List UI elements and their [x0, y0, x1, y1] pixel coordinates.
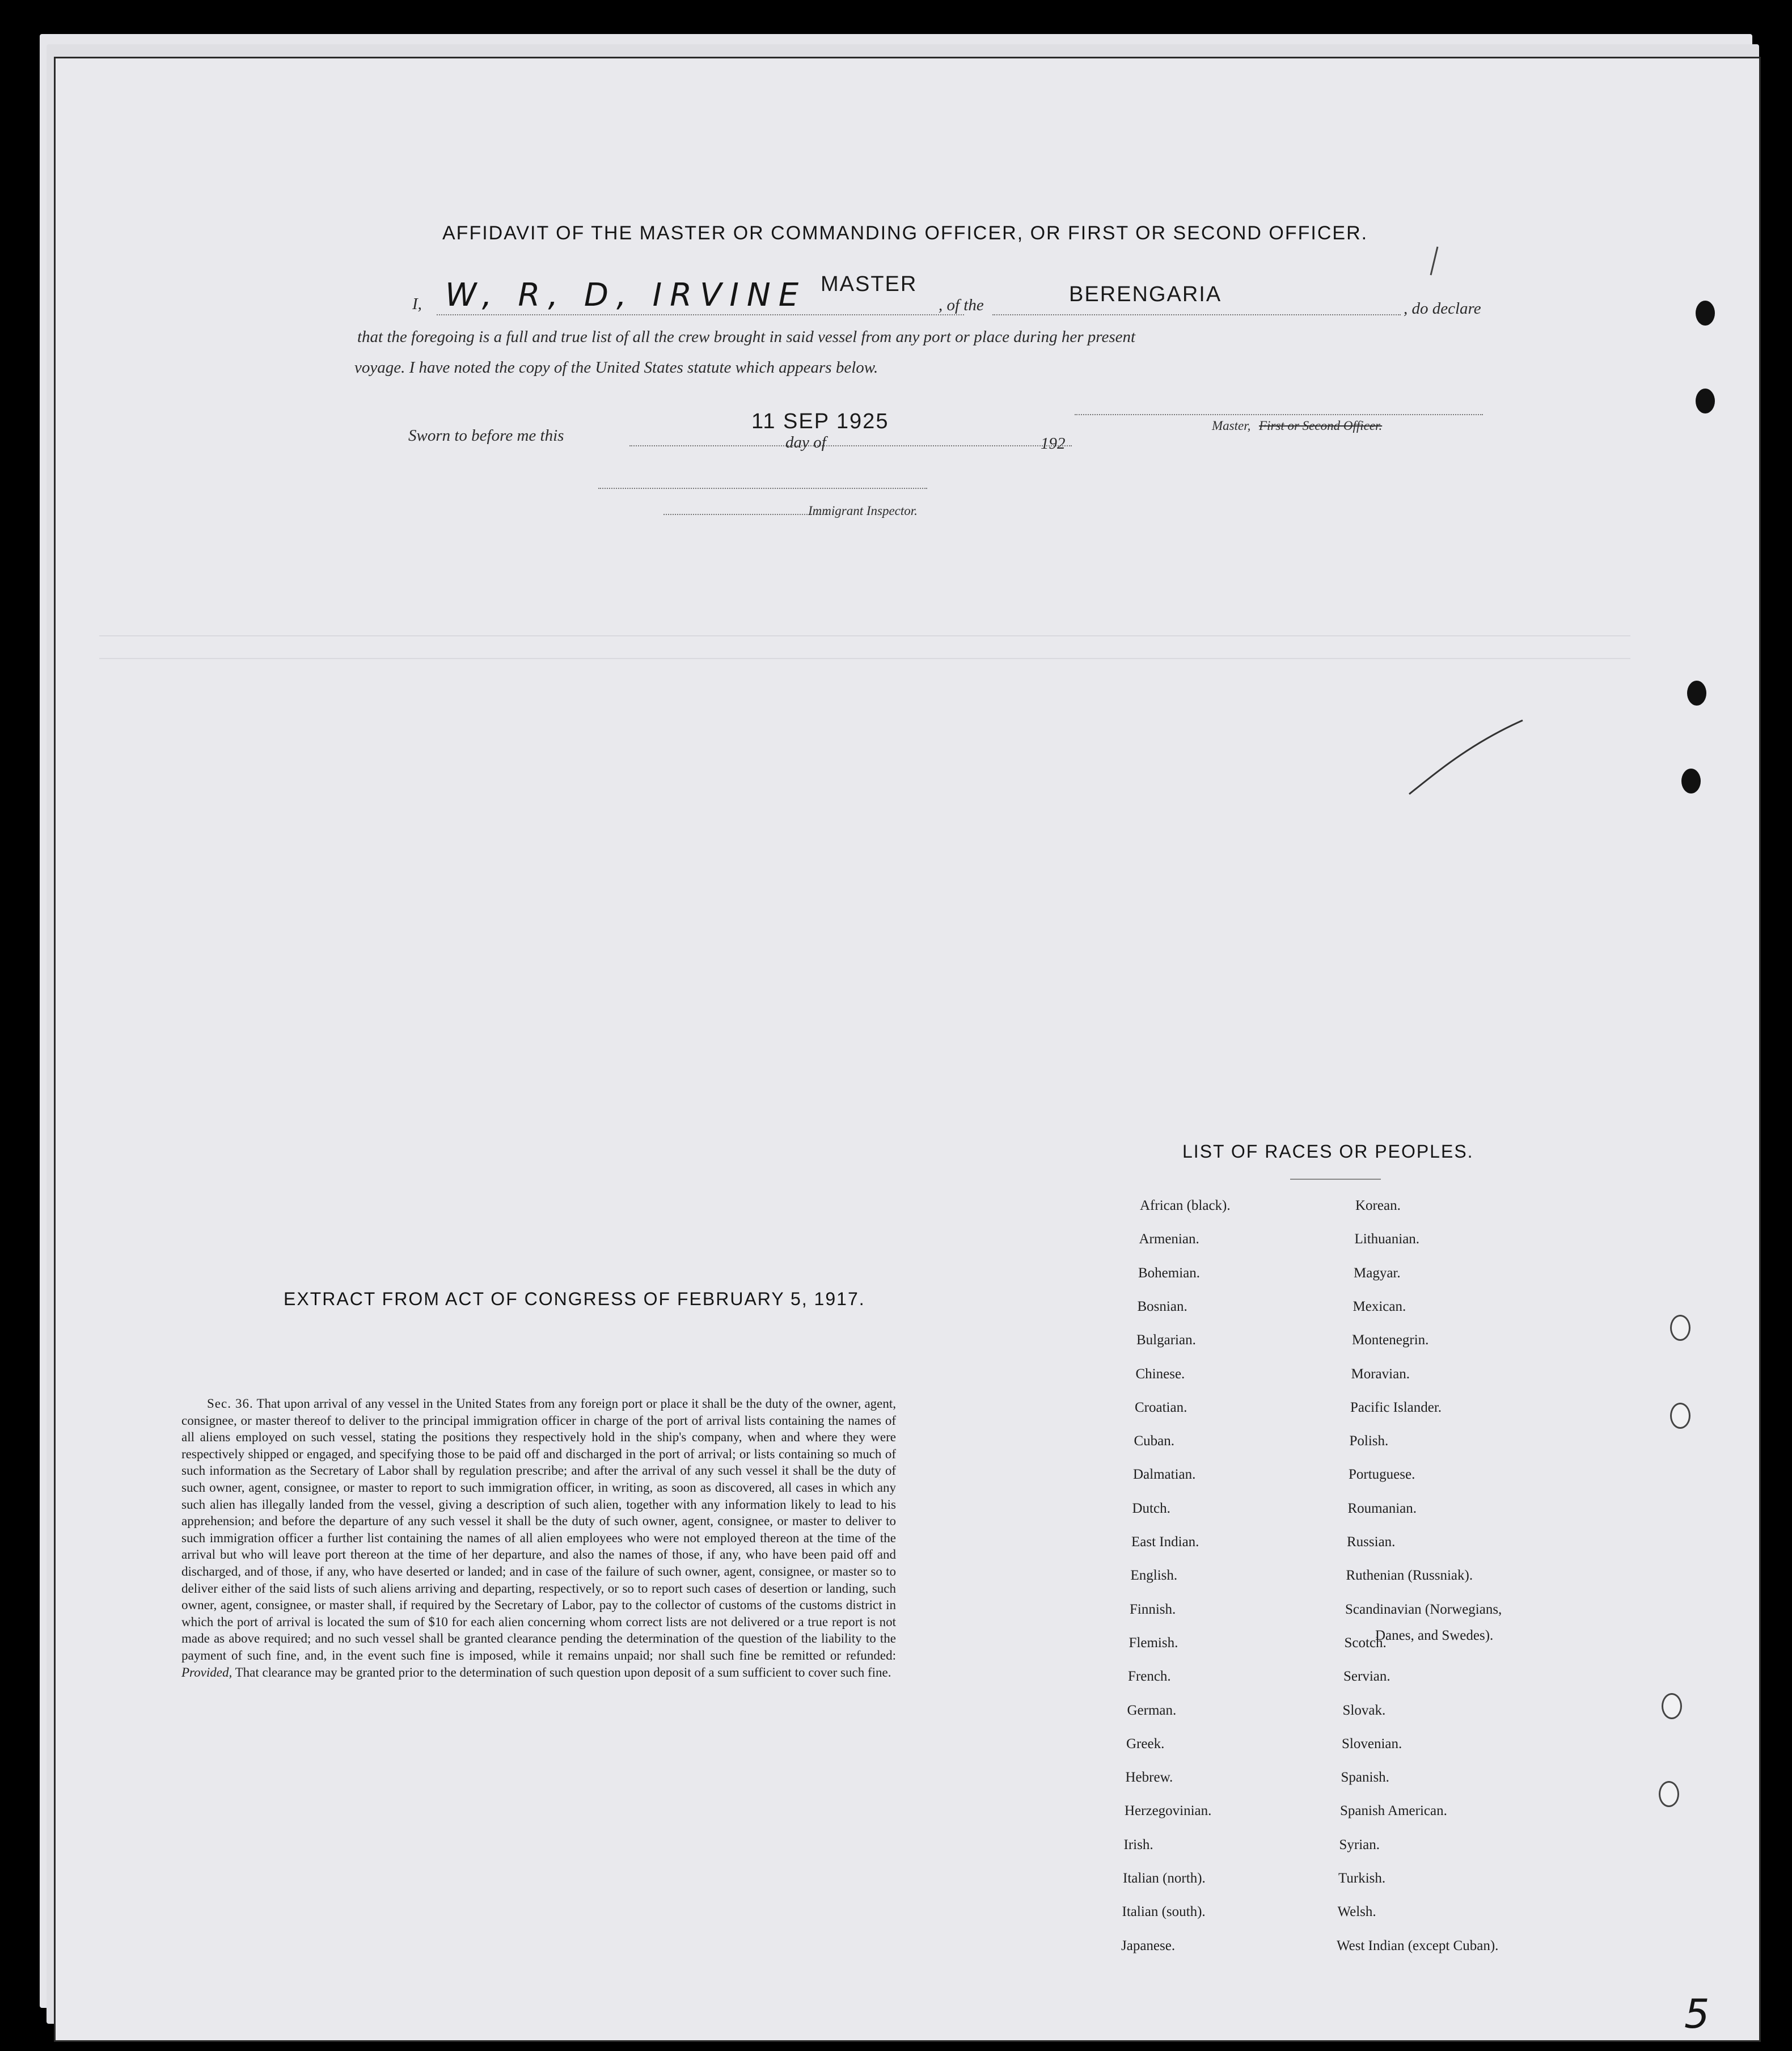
race-item: Turkish. — [1338, 1871, 1386, 1886]
race-item: Servian. — [1343, 1669, 1391, 1685]
pen-stroke-mark — [1404, 709, 1528, 800]
race-item: Lithuanian. — [1354, 1231, 1420, 1247]
signature-label-master: Master, — [1212, 419, 1251, 433]
race-item: Bosnian. — [1137, 1298, 1187, 1314]
race-item: Pacific Islander. — [1350, 1399, 1442, 1415]
race-item: Hebrew. — [1125, 1770, 1173, 1786]
sworn-date-line — [629, 445, 1072, 446]
act-provided-word: Provided, — [181, 1665, 233, 1679]
signature-label-struck: First or Second Officer. — [1259, 419, 1383, 433]
rank-typed: MASTER — [821, 272, 918, 296]
binder-hole — [1687, 681, 1706, 706]
day-of-label: day of — [785, 433, 826, 451]
race-item: Finnish. — [1130, 1601, 1176, 1617]
binder-hole — [1696, 301, 1715, 326]
race-item: Montenegrin. — [1352, 1332, 1429, 1348]
race-item: Irish. — [1123, 1837, 1153, 1852]
year-prefix: 192 — [1041, 434, 1066, 453]
race-item: Ruthenian (Russniak). — [1346, 1568, 1473, 1584]
race-item: Italian (north). — [1123, 1871, 1206, 1886]
race-item: Croatian. — [1135, 1399, 1187, 1415]
race-item: Italian (south). — [1122, 1904, 1206, 1920]
race-item: Portuguese. — [1349, 1467, 1415, 1483]
race-scandinavian-continued: Danes, and Swedes). — [1375, 1628, 1494, 1643]
race-item: Korean. — [1355, 1198, 1401, 1213]
race-item: Welsh. — [1337, 1904, 1376, 1920]
vessel-fill-line — [992, 314, 1401, 315]
race-item: Herzegovinian. — [1125, 1803, 1212, 1819]
race-item: East Indian. — [1131, 1534, 1199, 1550]
race-item: Japanese. — [1121, 1938, 1176, 1953]
race-item: Flemish. — [1129, 1635, 1178, 1651]
race-item: Bulgarian. — [1136, 1332, 1196, 1348]
race-item: English. — [1130, 1568, 1178, 1584]
race-item: West Indian (except Cuban). — [1337, 1938, 1499, 1953]
race-item: Bohemian. — [1138, 1265, 1201, 1281]
binder-hole — [1681, 769, 1701, 794]
bleed-through-line — [99, 635, 1630, 636]
name-fill-line — [437, 314, 964, 315]
i-label: I, — [412, 295, 422, 313]
binder-hole — [1659, 1781, 1679, 1807]
race-item: Slovak. — [1342, 1702, 1386, 1718]
master-signature-line — [1075, 414, 1483, 415]
binder-hole — [1670, 1315, 1690, 1341]
act-title: EXTRACT FROM ACT OF CONGRESS OF FEBRUARY 5, 1917. — [284, 1289, 865, 1309]
race-item: German. — [1127, 1702, 1177, 1718]
act-section-label: Sec. 36. — [207, 1396, 253, 1411]
races-title: LIST OF RACES OR PEOPLES. — [1182, 1141, 1474, 1162]
do-declare-label: , do declare — [1404, 299, 1481, 318]
race-item: Roumanian. — [1347, 1500, 1417, 1516]
act-body-part1: That upon arrival of any vessel in the United States from any foreign port or place it shall be the duty of the owner, agent, consignee, or master thereof to deliver to the principal immigration officer in charge of the port of arrival lists containing the names of all aliens employed on such vessel, stating the positions they respectively hold in the ship's company, when and where they were respectively shipped or engaged, and specifying those to be paid off and discharged in the port of arrival; or lists containing so much of such information as the Secretary of Labor shall by regulation prescribe; and after the arrival of any such vessel it shall be the duty of such owner, agent, consignee, or master to report to such immigration officer, in writing, as soon as discovered, all cases in which any such alien has illegally landed from the vessel, giving a description of such alien, together with any information likely to lead to his apprehension; and before the departure of any such vessel it shall be the duty of such owner, agent, consignee, or master to deliver to such immigration officer a further list containing the names of all alien employees who were not employed thereon at the time of the arrival but who will leave port thereon at the time of her departure, and also the names of those, if any, who have been paid off and discharged, and of those, if any, who have deserted or landed; and in case of the failure of such owner, agent, consignee, or master so to deliver either of the said lists of such aliens arriving and departing, respectively, or so to report such cases of desertion or landing, such owner, agent, consignee, or master shall, if required by the Secretary of Labor, pay to the collector of customs of the customs district in which the port of arrival is located the sum of $10 for each alien concerning whom correct lists are not delivered or a true report is not made as above required; and no such vessel shall be granted clearance pending the determination of the question of the liability to the payment of such fine, and, in the event such fine is imposed, while it remains unpaid; nor shall such fine be remitted or refunded: — [181, 1396, 896, 1662]
inspector-label: Immigrant Inspector. — [808, 504, 918, 518]
binder-hole — [1662, 1693, 1682, 1719]
affidavit-line-2: that the foregoing is a full and true list of all the crew brought in said vessel from any port or place during her present — [357, 328, 1136, 346]
inspector-signature-line — [598, 488, 927, 489]
inspector-signature-line-2 — [663, 514, 828, 515]
act-body-part2: That clearance may be granted prior to the determination of such question upon deposit of a sum sufficient to cover such fine. — [235, 1665, 891, 1679]
pen-tick-mark — [1426, 244, 1443, 278]
race-item: Spanish American. — [1340, 1803, 1447, 1819]
race-item: Mexican. — [1353, 1298, 1406, 1314]
races-title-rule — [1290, 1179, 1381, 1180]
race-item: Armenian. — [1139, 1231, 1199, 1247]
bleed-through-line — [99, 658, 1630, 659]
act-text — [181, 1395, 896, 1681]
race-item: Scotch. — [1344, 1635, 1387, 1651]
race-item: Chinese. — [1135, 1366, 1185, 1382]
race-item: Slovenian. — [1342, 1736, 1402, 1752]
sworn-label: Sworn to before me this — [408, 427, 564, 445]
binder-hole — [1670, 1403, 1690, 1429]
race-item: Russian. — [1347, 1534, 1396, 1550]
race-item: Cuban. — [1134, 1433, 1175, 1449]
date-stamp: 11 SEP 1925 — [751, 410, 889, 433]
race-item: Spanish. — [1341, 1770, 1389, 1786]
race-item: Greek. — [1126, 1736, 1165, 1752]
race-item: French. — [1128, 1669, 1171, 1685]
race-item: Dalmatian. — [1133, 1467, 1196, 1483]
binder-hole — [1696, 389, 1715, 413]
affidavit-line-3: voyage. I have noted the copy of the United States statute which appears below. — [354, 358, 878, 377]
page-number-mark: 5 — [1684, 1991, 1710, 2037]
race-item: African (black). — [1140, 1198, 1231, 1213]
master-name-handwritten: W, R, D, IRVINE — [445, 277, 807, 314]
vessel-name: BERENGARIA — [1069, 282, 1222, 306]
of-the-label: , of the — [939, 296, 984, 314]
race-item: Magyar. — [1354, 1265, 1401, 1281]
affidavit-title: AFFIDAVIT OF THE MASTER OR COMMANDING OFFICER, OR FIRST OR SECOND OFFICER. — [442, 222, 1368, 244]
race-item: Syrian. — [1339, 1837, 1380, 1852]
race-item: Moravian. — [1351, 1366, 1410, 1382]
race-item: Scandinavian (Norwegians, — [1345, 1601, 1502, 1617]
race-item: Polish. — [1349, 1433, 1389, 1449]
document-page — [54, 57, 1761, 2042]
race-item: Dutch. — [1132, 1500, 1170, 1516]
